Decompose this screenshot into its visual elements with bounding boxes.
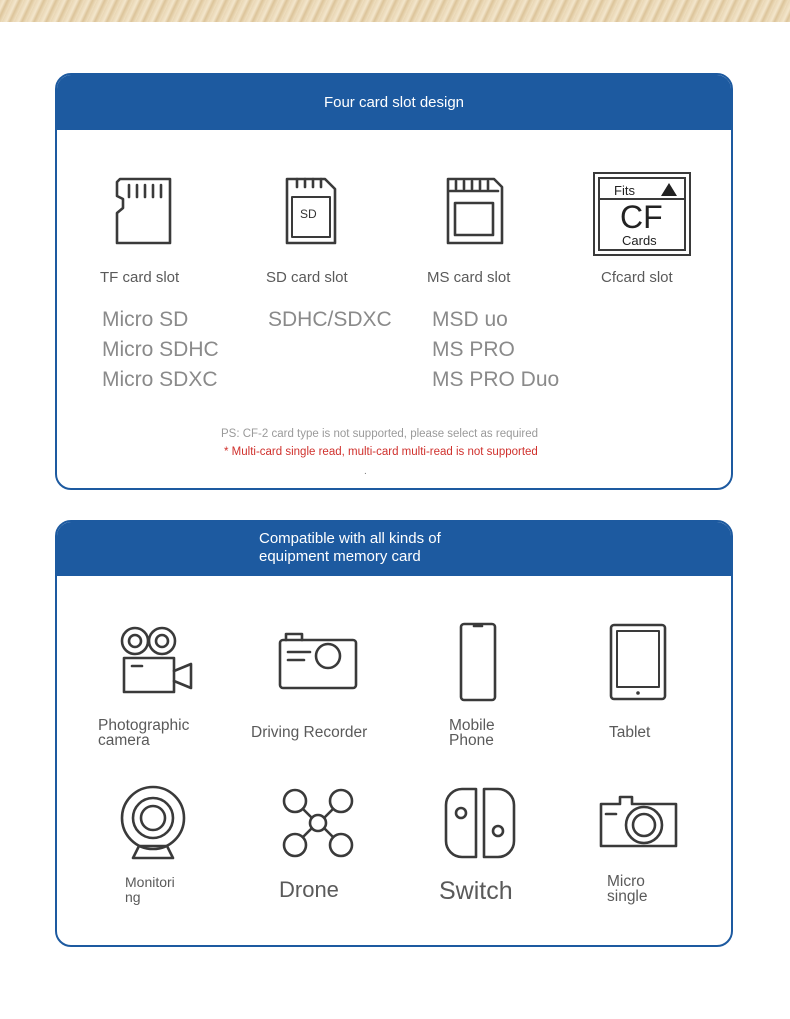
micro-sd-card-icon [115, 177, 173, 247]
devices-title-line2: equipment memory card [259, 548, 421, 565]
game-switch-icon [444, 787, 518, 861]
device-label-switch: Switch [439, 877, 513, 905]
device-label-monitoring [125, 875, 175, 905]
sd-icon-text: SD [300, 207, 317, 221]
slot-label-tf: TF card slot [100, 269, 180, 286]
mobile-phone-icon [459, 622, 499, 704]
device-label-tablet: Tablet [609, 724, 651, 741]
mirrorless-camera-icon [598, 792, 680, 850]
format-item: MS PRO [432, 338, 515, 361]
ms-card-icon [446, 177, 504, 247]
ps-note: PS: CF-2 card type is not supported, please select as required [221, 428, 539, 440]
car-recorder-icon [278, 632, 360, 690]
format-item: Micro SDXC [102, 368, 218, 391]
drone-icon [280, 787, 356, 859]
device-label-photographic-camera [98, 718, 189, 748]
label-line: ng [125, 889, 141, 905]
wood-texture-banner [0, 0, 790, 22]
format-list-ms [432, 305, 559, 395]
label-line: Micro [607, 873, 645, 890]
format-list-tf [102, 305, 219, 395]
slot-label-cf: Cfcard slot [601, 269, 673, 286]
webcam-icon [119, 784, 189, 860]
dot: . [364, 466, 367, 477]
format-item: MS PRO Duo [432, 368, 560, 391]
format-item: Micro SDHC [102, 338, 219, 361]
devices-title-line1: Compatible with all kinds of [259, 530, 441, 547]
device-label-micro-single [607, 874, 648, 904]
card-slots-header [57, 75, 731, 130]
devices-header [57, 522, 731, 576]
format-item: SDHC/SDXC [268, 308, 392, 331]
label-line: single [607, 888, 648, 905]
cf-icon-text-top: Fits [614, 183, 635, 198]
label-line: Monitori [125, 874, 175, 890]
label-line: Phone [449, 732, 494, 749]
cf-icon-text-bottom: Cards [622, 233, 657, 248]
format-item: MSD uo [432, 308, 508, 331]
format-list-sd [268, 305, 392, 335]
device-label-mobile-phone [449, 718, 495, 748]
cf-icon-text-main: CF [620, 199, 663, 235]
label-line: camera [98, 732, 150, 749]
slot-label-sd: SD card slot [266, 269, 348, 286]
slot-label-ms: MS card slot [427, 269, 511, 286]
tablet-icon [609, 623, 669, 701]
label-line: Photographic [98, 717, 190, 734]
device-label-driving-recorder: Driving Recorder [251, 724, 368, 741]
format-item: Micro SD [102, 308, 189, 331]
device-label-drone: Drone [279, 877, 339, 902]
label-line: Mobile [449, 717, 495, 734]
card-slots-title: Four card slot design [323, 94, 465, 111]
warning-note: * Multi-card single read, multi-card multi-read is not supported [224, 446, 538, 458]
video-camera-icon [118, 626, 194, 696]
